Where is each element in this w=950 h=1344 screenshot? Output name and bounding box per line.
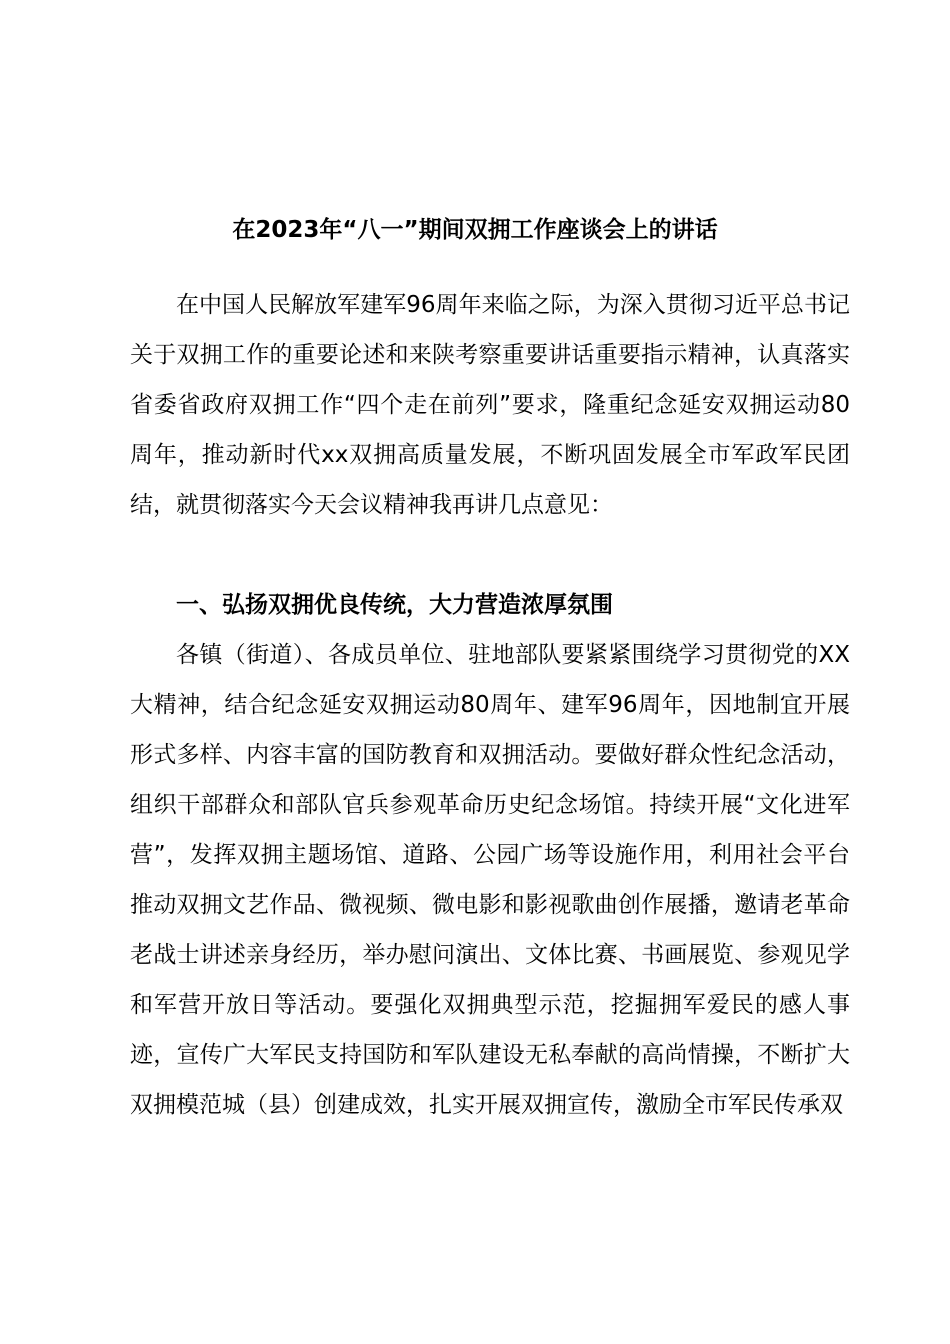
section-heading: 一、弘扬双拥优良传统，大力营造浓厚氛围 <box>176 592 613 618</box>
section-body-paragraph: 各镇（街道）、各成员单位、驻地部队要紧紧围绕学习贯彻党的XX大精神，结合纪念延安双拥运动80周年、建军96周年，因地制宜开展形式多样、内容丰富的国防教育和双拥活动。要做好群众性纪念活动，组织干部群众和部队官兵参观革命历史纪念场馆。持续开展“文化进军营”，发挥双拥主题场馆、道路、公园广场等设施作用，利用社会平台推动双拥文艺作品、微视频、微电影和影视歌曲创作展播，邀请老革命老战士讲述亲身经历，举办慰问演出、文体比赛、书画展览、参观见学和军营开放日等活动。要强化双拥典型示范，挖掘拥军爱民的感人事迹，宣传广大军民支持国防和军队建设无私奉献的高尚情操，不断扩大双拥模范城（县）创建成效，扎实开展双拥宣传，激励全市军民传承双 <box>130 642 850 1118</box>
intro-paragraph: 在中国人民解放军建军96周年来临之际，为深入贯彻习近平总书记关于双拥工作的重要论述和来陕考察重要讲话重要指示精神，认真落实省委省政府双拥工作“四个走在前列”要求，隆重纪念延安双拥运动80周年，推动新时代xx双拥高质量发展，不断巩固发展全市军政军民团结，就贯彻落实今天会议精神我再讲几点意见： <box>130 292 850 518</box>
document-title: 在2023年“八一”期间双拥工作座谈会上的讲话 <box>232 217 718 243</box>
